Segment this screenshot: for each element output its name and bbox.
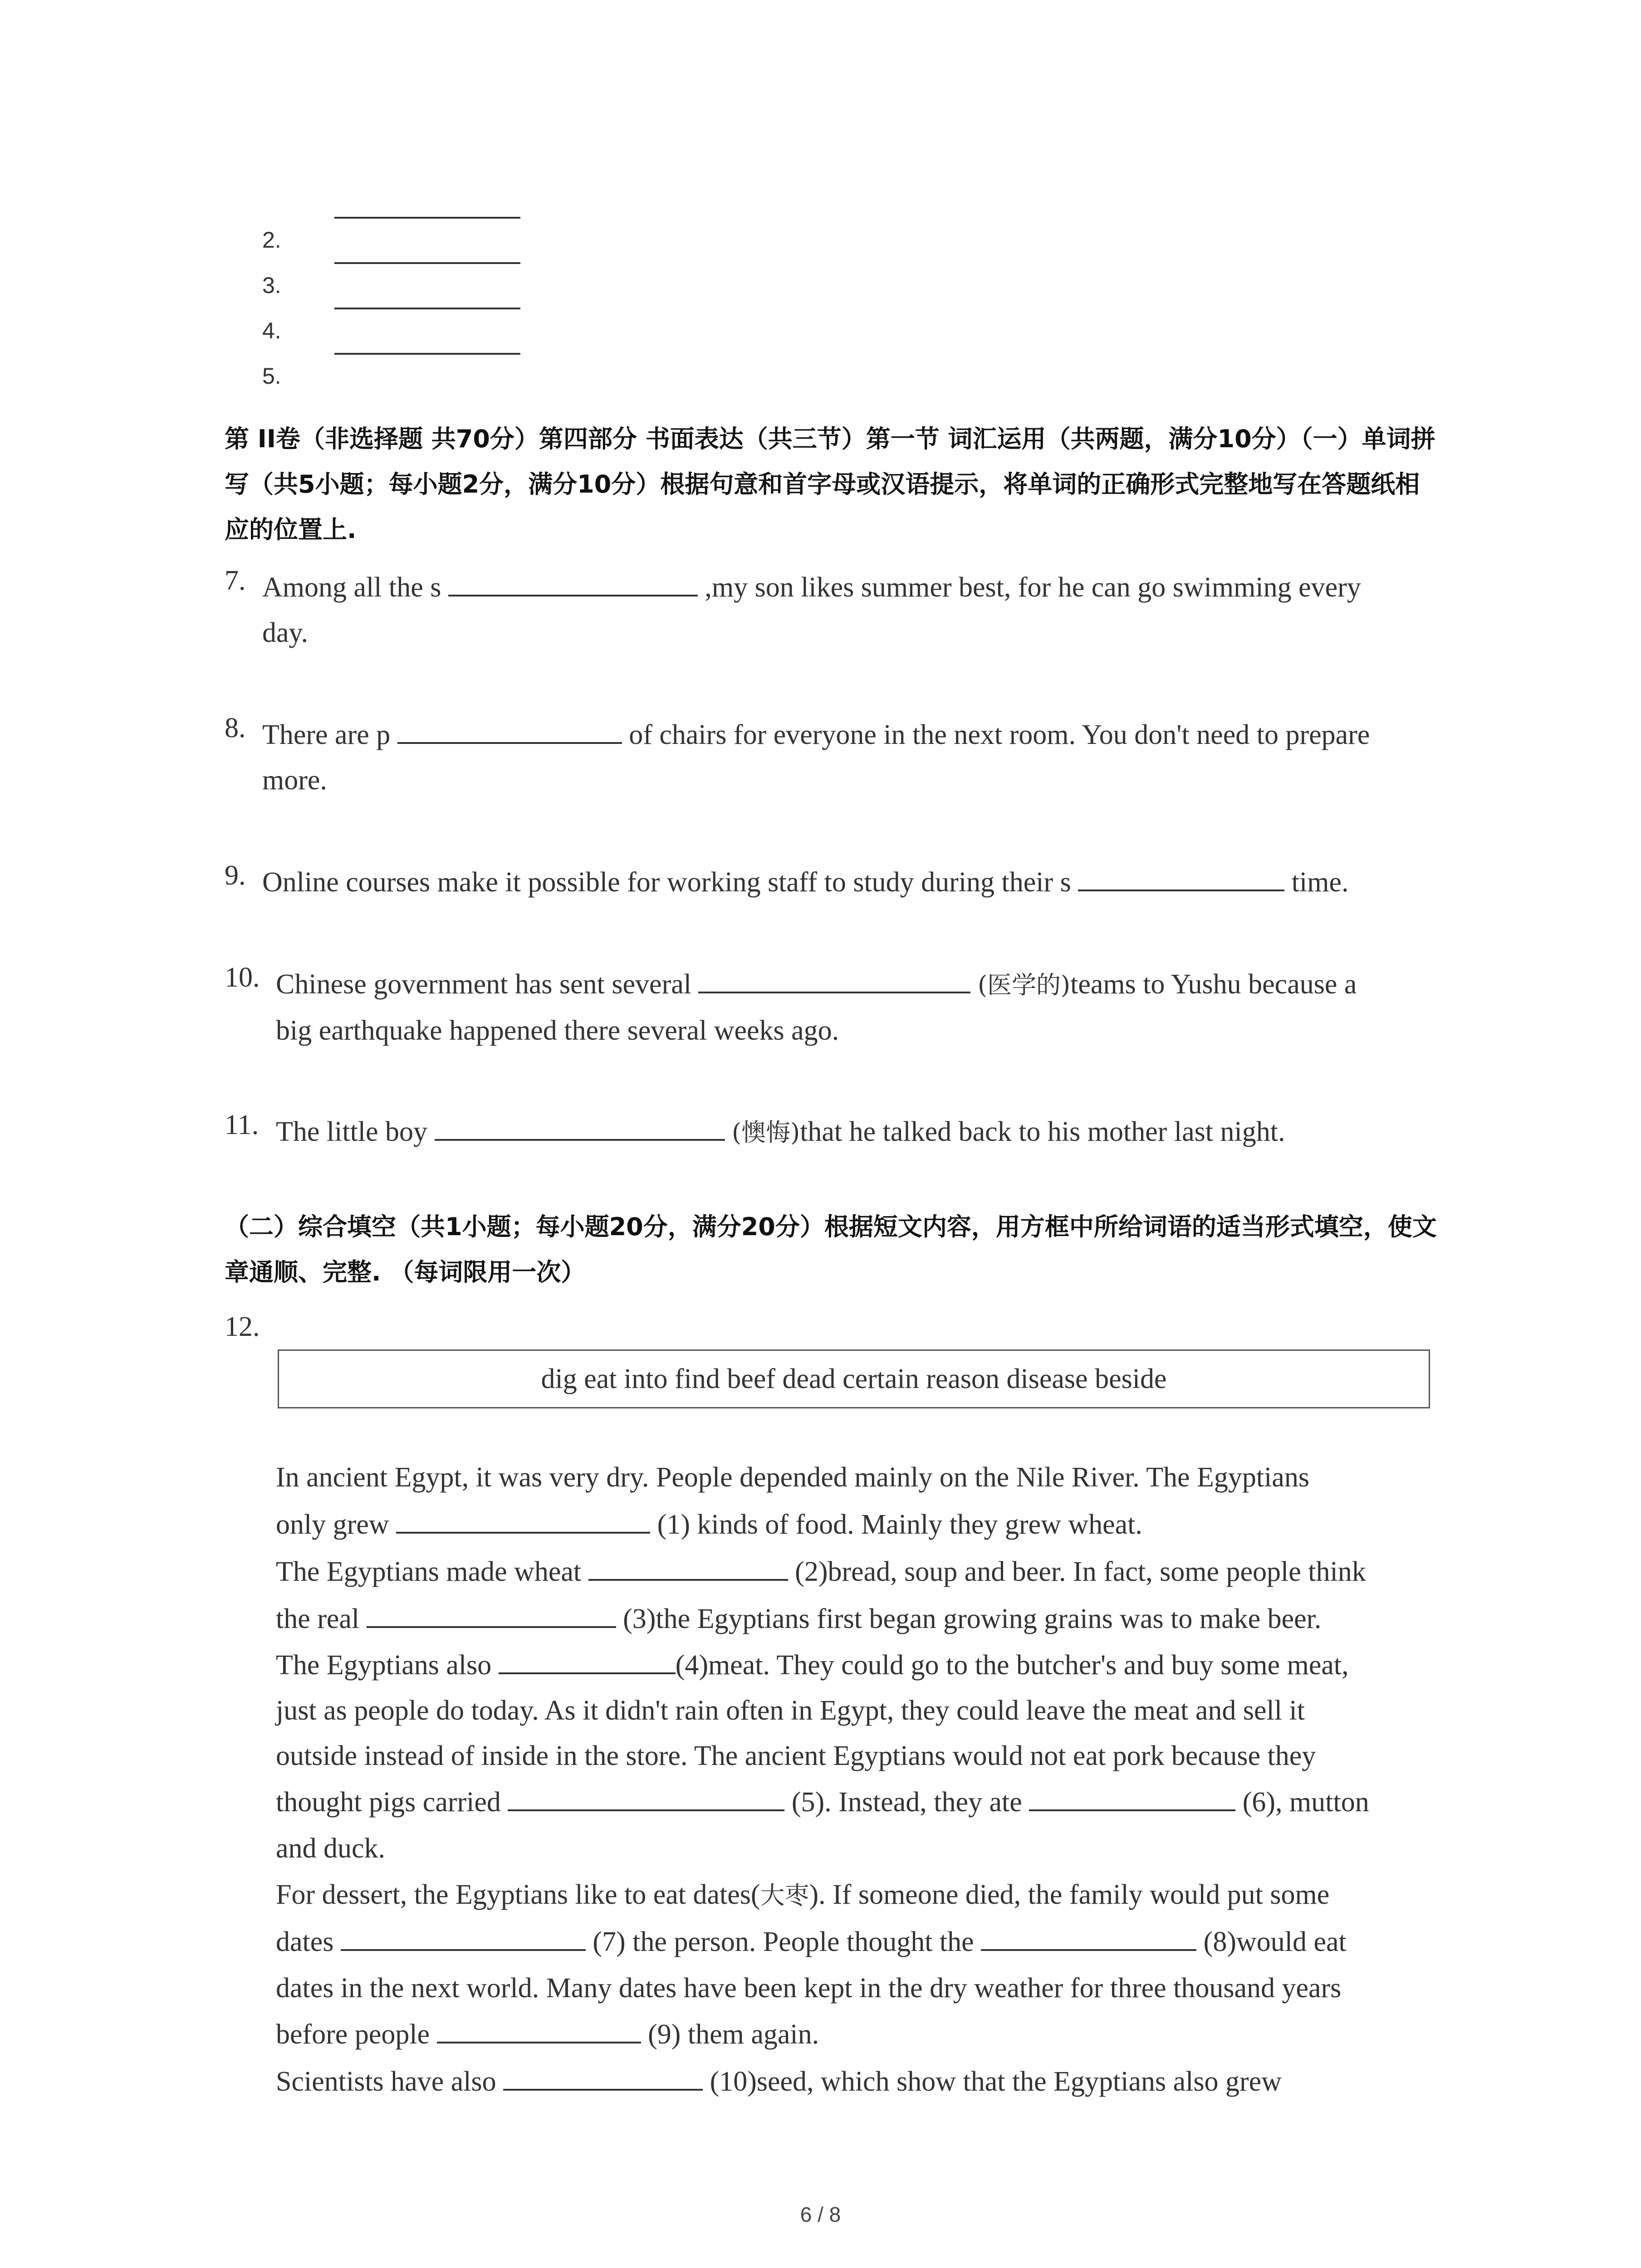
question-text-line2: more. bbox=[262, 765, 327, 796]
passage-text: dates bbox=[276, 1926, 334, 1957]
passage-text: before people bbox=[276, 2019, 430, 2050]
passage-line bbox=[276, 2011, 1437, 2058]
chinese-hint: (懊悔) bbox=[732, 1118, 800, 1147]
blank-3[interactable] bbox=[367, 1601, 616, 1628]
passage-text: (6), mutton bbox=[1242, 1787, 1369, 1818]
question-number: 7. bbox=[225, 565, 246, 596]
answer-label-3: 3. bbox=[262, 273, 281, 298]
passage-line bbox=[276, 1595, 1437, 1642]
passage-line: In ancient Egypt, it was very dry. People depended mainly on the Nile River. The Egyptians bbox=[276, 1462, 1309, 1493]
question-text: of chairs for everyone in the next room. You don't need to prepare bbox=[629, 719, 1370, 750]
question-text-line2: day. bbox=[262, 617, 308, 648]
blank-10[interactable] bbox=[503, 2063, 703, 2091]
passage-text: thought pigs carried bbox=[276, 1787, 501, 1818]
passage-line bbox=[276, 1501, 1437, 1548]
passage-line bbox=[276, 1918, 1437, 1965]
question-text: that he talked back to his mother last night. bbox=[800, 1116, 1285, 1147]
section2-header: （二）综合填空（共1小题；每小题20分，满分20分）根据短文内容，用方框中所给词语的适当形式填空，使文章通顺、完整. （每词限用一次） bbox=[225, 1212, 1437, 1286]
passage-text: ). If someone died, the family would put some bbox=[809, 1879, 1330, 1910]
passage-text: Scientists have also bbox=[276, 2066, 496, 2097]
blank-6[interactable] bbox=[1029, 1784, 1235, 1811]
question-12-number: 12. bbox=[225, 1311, 260, 1342]
question-number: 9. bbox=[225, 860, 246, 891]
question-text: Online courses make it possible for working staff to study during their s bbox=[262, 867, 1071, 898]
passage-text: (10)seed, which show that the Egyptians also grew bbox=[710, 2066, 1282, 2097]
answer-blank[interactable] bbox=[397, 717, 622, 744]
question-text-line2: big earthquake happened there several weeks ago. bbox=[276, 1015, 839, 1046]
question-text: Among all the s bbox=[262, 572, 441, 603]
blank-9[interactable] bbox=[437, 2016, 641, 2043]
passage-line: and duck. bbox=[276, 1833, 386, 1864]
word-box: dig eat into find beef dead certain reason disease beside bbox=[278, 1349, 1430, 1408]
passage-line: just as people do today. As it didn't rain often in Egypt, they could leave the meat and sell it bbox=[276, 1695, 1305, 1726]
passage-line: outside instead of inside in the store. The ancient Egyptians would not eat pork because they bbox=[276, 1740, 1316, 1771]
blank-1[interactable] bbox=[396, 1506, 650, 1534]
answer-blank-2[interactable] bbox=[334, 262, 520, 264]
question-number: 11. bbox=[225, 1110, 259, 1140]
blank-8[interactable] bbox=[981, 1924, 1196, 1951]
passage bbox=[276, 1454, 1437, 2105]
passage-text: (3)the Egyptians first began growing grains was to make beer. bbox=[623, 1603, 1322, 1634]
answer-label-4: 4. bbox=[262, 318, 281, 343]
answer-label-2: 2. bbox=[262, 227, 281, 253]
passage-text: The Egyptians made wheat bbox=[276, 1556, 582, 1587]
blank-7[interactable] bbox=[341, 1924, 586, 1951]
answer-blank-1[interactable] bbox=[334, 217, 520, 219]
answer-blank-3[interactable] bbox=[334, 308, 520, 309]
answer-blank[interactable] bbox=[698, 966, 970, 993]
question-text: ,my son likes summer best, for he can go swimming every bbox=[705, 572, 1361, 603]
answer-blank[interactable] bbox=[1078, 864, 1284, 891]
passage-line bbox=[276, 2058, 1437, 2105]
page-number: 6 / 8 bbox=[800, 2203, 841, 2226]
question-text: There are p bbox=[262, 719, 391, 750]
passage-text: For dessert, the Egyptians like to eat dates( bbox=[276, 1879, 760, 1910]
passage-text: (7) the person. People thought the bbox=[593, 1926, 974, 1957]
passage-line bbox=[276, 1642, 1437, 1688]
question-text: teams to Yushu because a bbox=[1070, 969, 1357, 1000]
section-header: 第 II卷（非选择题 共70分）第四部分 书面表达（共三节）第一节 词汇运用（共两题，满分10分）（一）单词拼写（共5小题；每小题2分，满分10分）根据句意和首字母或汉语提示，将单词的正确形式完整地写在答题纸相应的位置上. bbox=[225, 425, 1435, 544]
passage-text: (9) them again. bbox=[648, 2019, 819, 2050]
chinese-hint: 大枣 bbox=[760, 1881, 809, 1910]
passage-text: The Egyptians also bbox=[276, 1650, 492, 1681]
chinese-hint: (医学的) bbox=[977, 971, 1071, 999]
answer-blank-4[interactable] bbox=[334, 353, 520, 355]
question-number: 10. bbox=[225, 962, 260, 993]
answer-blank[interactable] bbox=[435, 1114, 725, 1141]
passage-text: the real bbox=[276, 1603, 360, 1634]
question-number: 8. bbox=[225, 713, 246, 743]
passage-line: dates in the next world. Many dates have been kept in the dry weather for three thousand years bbox=[276, 1973, 1342, 2004]
question-text: Chinese government has sent several bbox=[276, 969, 691, 1000]
passage-line bbox=[276, 1871, 1437, 1918]
question-text: time. bbox=[1291, 867, 1349, 898]
passage-text: only grew bbox=[276, 1509, 389, 1540]
answer-blank[interactable] bbox=[448, 569, 698, 596]
passage-text: (1) kinds of food. Mainly they grew wheat. bbox=[657, 1509, 1142, 1540]
passage-text: (5). Instead, they ate bbox=[791, 1787, 1022, 1818]
passage-text: (4)meat. They could go to the butcher's and buy some meat, bbox=[675, 1650, 1349, 1681]
passage-text: (2)bread, soup and beer. In fact, some people think bbox=[795, 1556, 1366, 1587]
blank-4[interactable] bbox=[499, 1647, 676, 1674]
passage-line bbox=[276, 1548, 1437, 1595]
passage-line bbox=[276, 1779, 1437, 1826]
passage-text: (8)would eat bbox=[1203, 1926, 1347, 1957]
question-text: The little boy bbox=[276, 1116, 428, 1147]
answer-label-5: 5. bbox=[262, 363, 281, 389]
blank-5[interactable] bbox=[508, 1784, 784, 1811]
blank-2[interactable] bbox=[588, 1554, 788, 1581]
